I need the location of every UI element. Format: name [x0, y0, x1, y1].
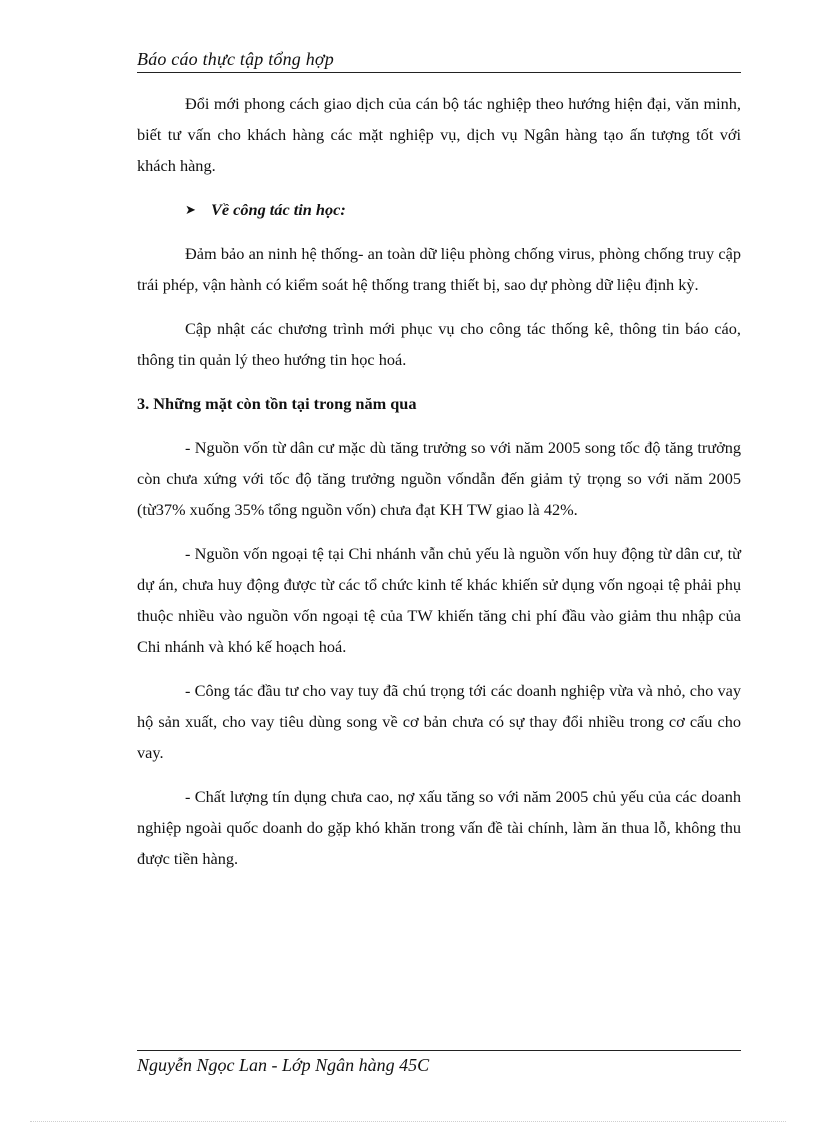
page-footer [137, 1050, 741, 1076]
footer-author: Nguyễn Ngọc Lan - Lớp Ngân hàng 45C [137, 1055, 430, 1075]
paragraph-program-update: Cập nhật các chương trình mới phục vụ cho công tác thống kê, thông tin báo cáo, thông tin quản lý theo hướng tin học hoá. [137, 319, 741, 369]
arrow-right-icon: ➤ [185, 202, 196, 217]
paragraph-credit-quality: - Chất lượng tín dụng chưa cao, nợ xấu tăng so với năm 2005 chủ yếu của các doanh nghiệp ngoài quốc doanh do gặp khó khăn trong vấn đề tài chính, làm ăn thua lỗ, không thu được tiền hàng. [137, 787, 741, 868]
document-body [137, 88, 741, 887]
paragraph-lending: - Công tác đầu tư cho vay tuy đã chú trọng tới các doanh nghiệp vừa và nhỏ, cho vay hộ sản xuất, cho vay tiêu dùng song về cơ bản chưa có sự thay đổi nhiều trong cơ cấu cho vay. [137, 681, 741, 762]
page-header [137, 48, 741, 73]
page-edge-divider [30, 1121, 786, 1122]
paragraph-transaction-style: Đổi mới phong cách giao dịch của cán bộ tác nghiệp theo hướng hiện đại, văn minh, biết tư vấn cho khách hàng các mặt nghiệp vụ, dịch vụ Ngân hàng tạo ấn tượng tốt với khách hàng. [137, 94, 741, 175]
paragraph-system-security: Đảm bảo an ninh hệ thống- an toàn dữ liệu phòng chống virus, phòng chống truy cập trái phép, vận hành có kiểm soát hệ thống trang thiết bị, sao dự phòng dữ liệu định kỳ. [137, 244, 741, 294]
paragraph-deposit-growth: - Nguồn vốn từ dân cư mặc dù tăng trưởng so với năm 2005 song tốc độ tăng trưởng còn chưa xứng với tốc độ tăng trưởng nguồn vốndẫn đến giảm tỷ trọng so với năm 2005 (từ37% xuống 35% tổng nguồn vốn) chưa đạt KH TW giao là 42%. [137, 438, 741, 519]
header-title: Báo cáo thực tập tổng hợp [137, 49, 334, 69]
section-heading: 3. Những mặt còn tồn tại trong năm qua [137, 394, 417, 413]
bullet-heading-label: Về công tác tin học: [211, 200, 346, 219]
paragraph-foreign-currency: - Nguồn vốn ngoại tệ tại Chi nhánh vẫn chủ yếu là nguồn vốn huy động từ dân cư, từ dự án, chưa huy động được từ các tổ chức kinh tế khác khiến sử dụng vốn ngoại tệ phải phụ thuộc nhiều vào nguồn vốn ngoại tệ của TW khiến tăng chi phí đầu vào giảm thu nhập của Chi nhánh và khó kế hoạch hoá. [137, 544, 741, 656]
bullet-heading-it [137, 194, 741, 225]
